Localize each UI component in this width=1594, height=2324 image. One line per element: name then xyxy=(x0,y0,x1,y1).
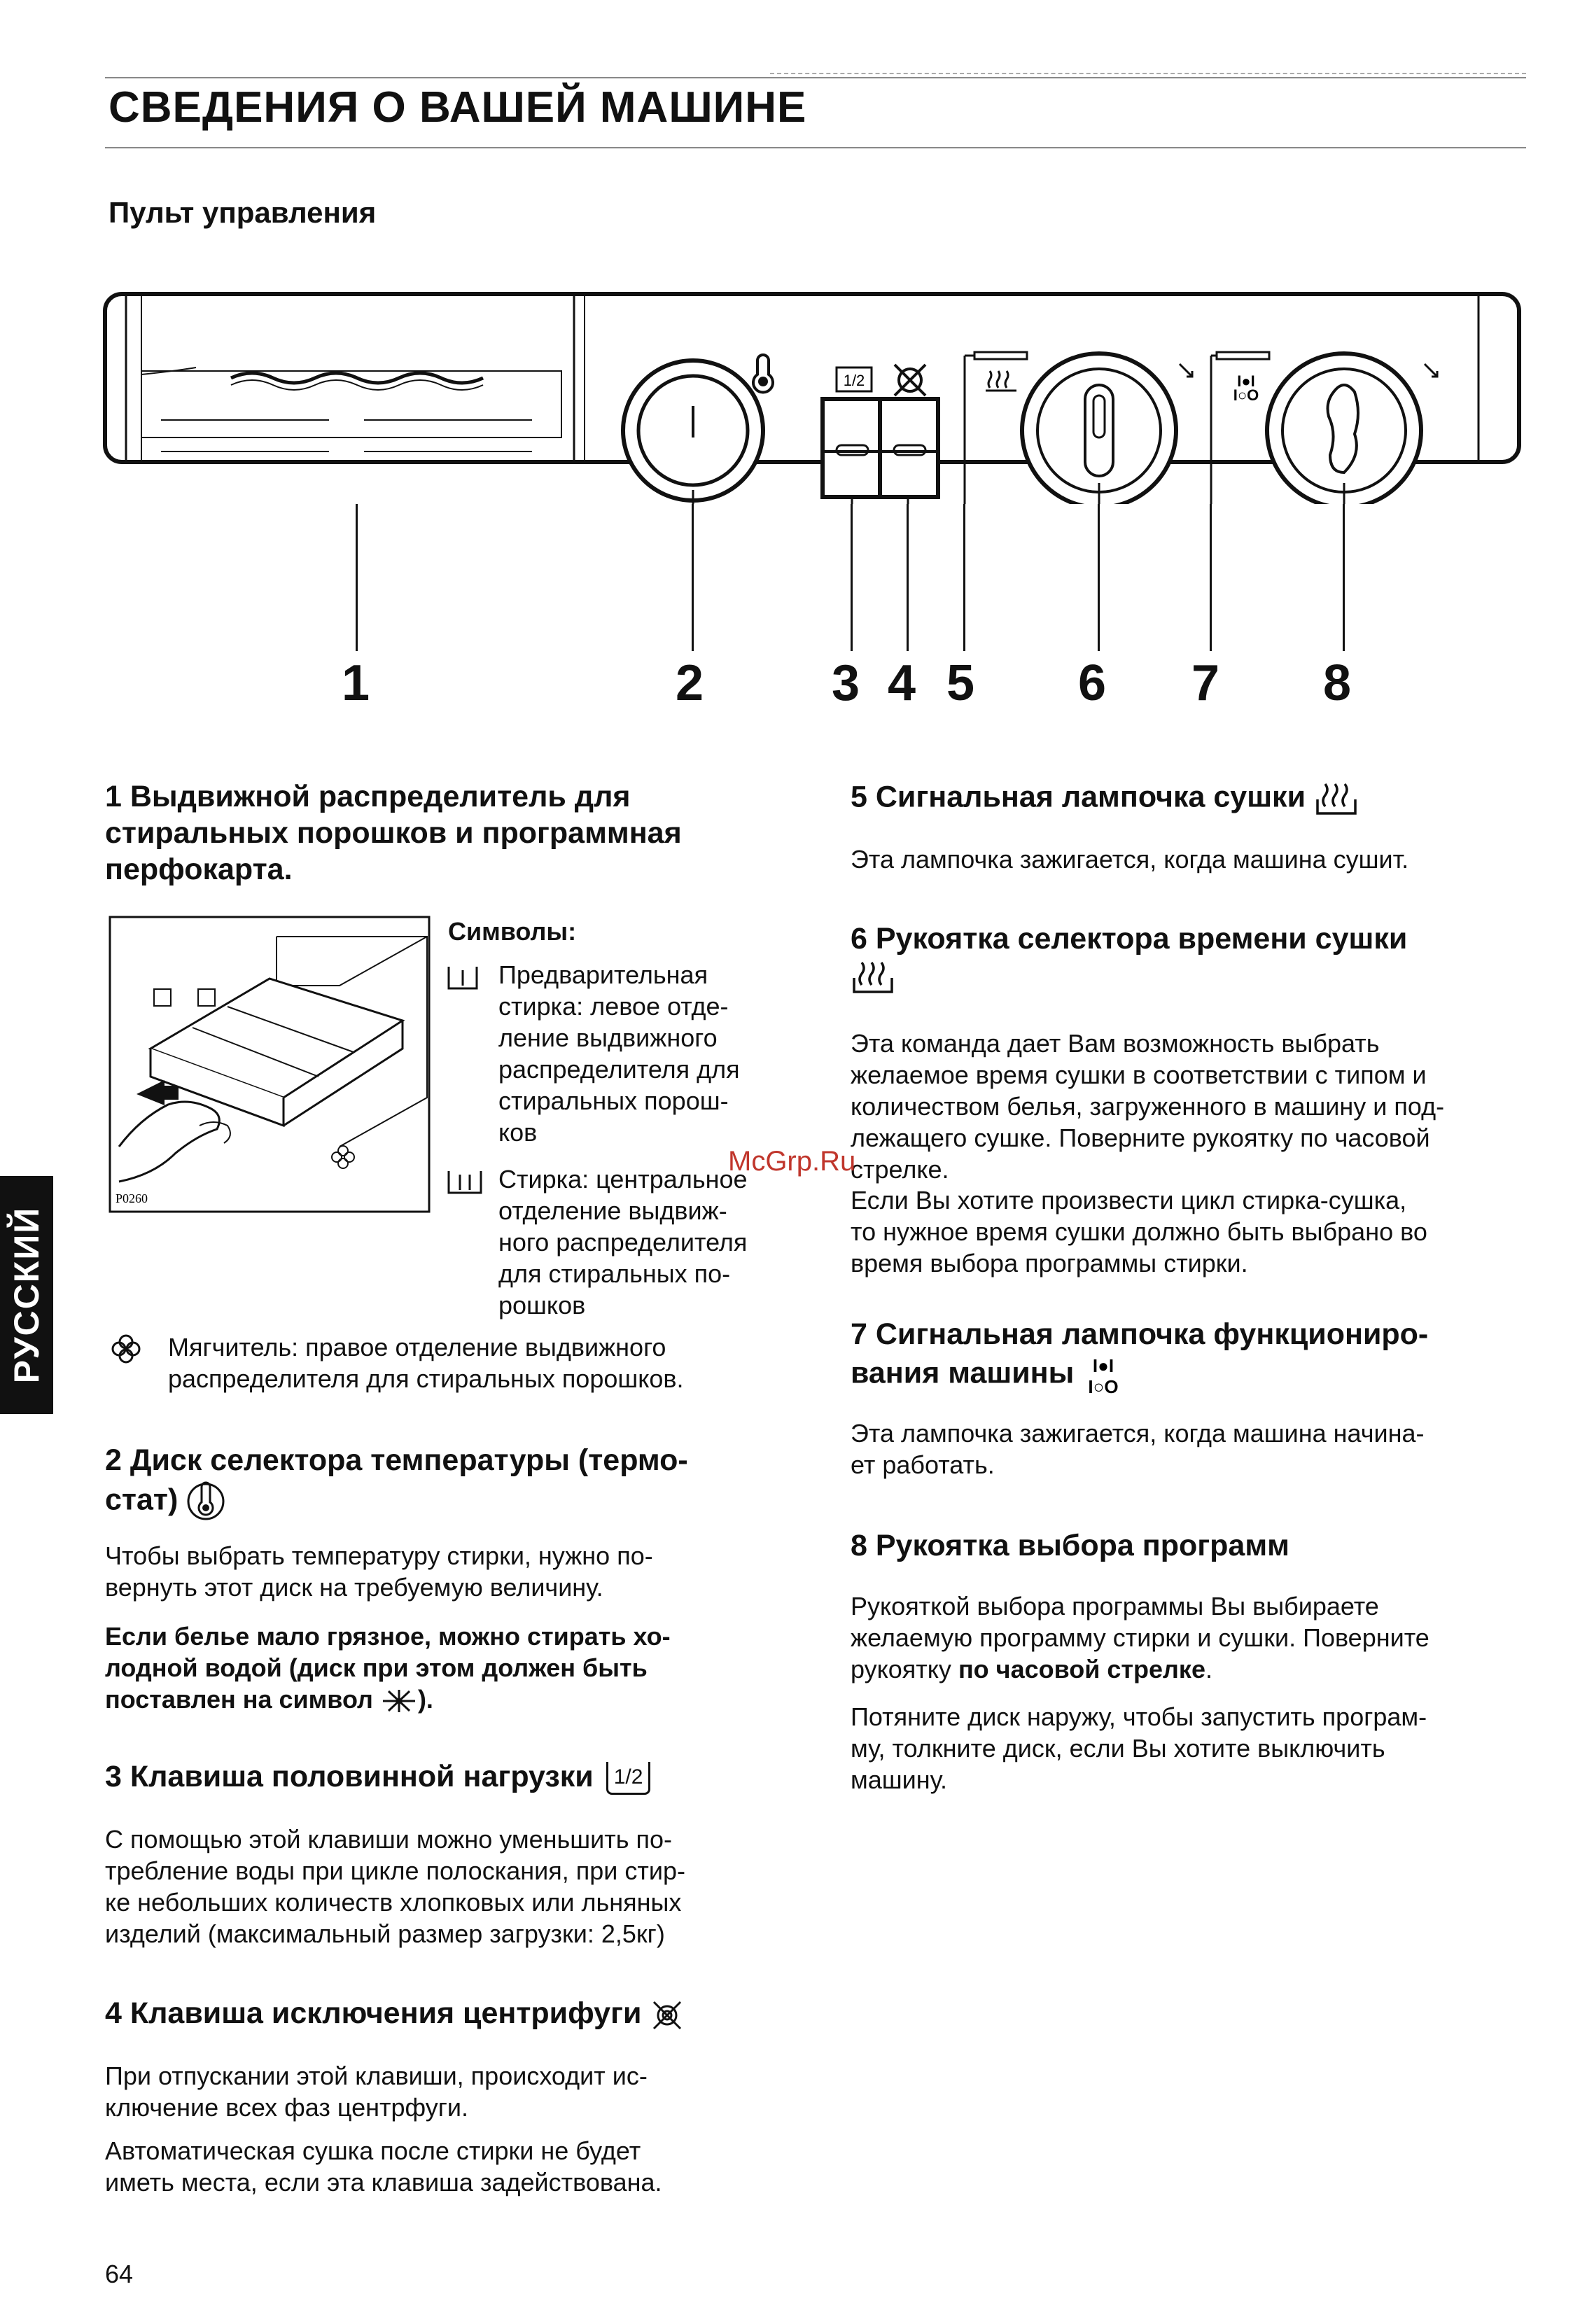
section-8-body-2: Потяните диск наружу, чтобы запустить програм- му, толкните диск, если Вы хотите выключить машину. xyxy=(851,1702,1427,1794)
section-4-heading: 4 Клавиша исключения центрифуги xyxy=(105,1995,777,2033)
language-tab: РУССКИЙ xyxy=(0,1176,53,1414)
callout-5: 5 xyxy=(946,655,975,711)
svg-text:I●I: I●I xyxy=(1093,1355,1114,1376)
section-4-body-1: При отпускании этой клавиши, происходит ис- ключение всех фаз центрфуги. xyxy=(105,2062,648,2122)
callout-7: 7 xyxy=(1191,655,1220,711)
prewash-text: Предварительная стирка: левое отде- ление выдвижного распределителя для стиральных порош- ков xyxy=(498,960,740,1147)
section-8-heading: 8 Рукоятка выбора программ xyxy=(851,1529,1289,1562)
section-6-body-1: Эта команда дает Вам возможность выбрать желаемое время сушки в соответствии с типом и количеством белья, загруженного в машину и под- лежащего сушке. Поверните рукоятку по часовой стрелке. xyxy=(851,1029,1445,1184)
control-panel-diagram xyxy=(98,280,1533,504)
wash-icon xyxy=(447,1169,483,1196)
wash-text: Стирка: центральное отделение выдвиж- ного распределителя для стиральных по- рошков xyxy=(498,1165,748,1320)
section-7-heading: 7 Сигнальная лампочка функциониро- вания машины I●I I○O xyxy=(851,1317,1429,1397)
page-title: СВЕДЕНИЯ О ВАШЕЙ МАШИНЕ xyxy=(109,83,807,132)
dispenser-drawer-illustration xyxy=(109,916,431,1213)
figure-code: P0260 xyxy=(116,1191,148,1205)
svg-text:I○O: I○O xyxy=(1088,1376,1119,1397)
section-1-heading: 1 Выдвижной распределитель для стиральных порошков и программная перфокарта. xyxy=(105,780,682,886)
leader-line xyxy=(1343,504,1345,651)
drying-timer-icon xyxy=(851,957,895,997)
watermark: McGrp.Ru xyxy=(728,1146,856,1177)
callout-4: 4 xyxy=(888,655,916,711)
thermometer-icon xyxy=(186,1478,225,1525)
prewash-icon xyxy=(447,965,479,991)
leader-line xyxy=(907,504,909,651)
callout-2: 2 xyxy=(676,655,704,711)
drying-icon xyxy=(1314,778,1359,819)
cold-water-symbol-icon xyxy=(380,1687,418,1715)
no-spin-icon xyxy=(650,1998,685,2033)
section-6-heading: 6 Рукоятка селектора времени сушки xyxy=(851,920,1523,1006)
callout-6: 6 xyxy=(1078,655,1107,711)
softener-text: Мягчитель: правое отделение выдвижного распределителя для стиральных порошков. xyxy=(168,1333,684,1393)
section-5-heading: 5 Сигнальная лампочка сушки xyxy=(851,778,1523,819)
section-2-body: Чтобы выбрать температуру стирки, нужно по- вернуть этот диск на требуемую величину. xyxy=(105,1541,653,1602)
section-3-heading: 3 Клавиша половинной нагрузки 1/2 xyxy=(105,1758,777,1795)
title-underline xyxy=(105,147,1526,148)
operation-lamp-icon xyxy=(1082,1352,1124,1397)
half-load-icon: 1/2 xyxy=(606,1762,651,1795)
symbols-label: Символы: xyxy=(448,917,577,946)
half-key-label: 1/2 xyxy=(843,372,865,389)
leader-line xyxy=(356,504,358,651)
page-number: 64 xyxy=(105,2260,134,2288)
softener-icon xyxy=(111,1334,141,1364)
callout-3: 3 xyxy=(832,655,860,711)
svg-text:I○O: I○O xyxy=(1233,386,1259,404)
panel-subtitle: Пульт управления xyxy=(109,196,377,229)
section-8-body-1: Рукояткой выбора программы Вы выбираете желаемую программу стирки и сушки. Поверните рукоятку по часовой стрелке. xyxy=(851,1592,1429,1684)
leader-line xyxy=(1210,504,1212,651)
leader-line xyxy=(1098,504,1100,651)
section-7-body: Эта лампочка зажигается, когда машина начина- ет работать. xyxy=(851,1419,1425,1479)
svg-text:I●I: I●I xyxy=(1237,372,1255,390)
section-4-body-2: Автоматическая сушка после стирки не будет иметь места, если эта клавиша задействована. xyxy=(105,2136,662,2197)
top-rule-dashed xyxy=(770,73,1526,74)
callout-8: 8 xyxy=(1323,655,1352,711)
section-6-body-2: Если Вы хотите произвести цикл стирка-сушка, то нужное время сушки должно быть выбрано во время выбора программы стирки. xyxy=(851,1186,1427,1278)
leader-line xyxy=(963,504,965,651)
section-3-body: С помощью этой клавиши можно уменьшить по- требление воды при цикле полоскания, при стир- ке небольших количеств хлопковых или льняных изделий (максимальный размер загрузки: 2,5кг) xyxy=(105,1825,685,1948)
section-2-heading: 2 Диск селектора температуры (термо- стат) xyxy=(105,1442,777,1525)
leader-line xyxy=(851,504,853,651)
section-2-note: Если белье мало грязное, можно стирать хо- лодной водой (диск при этом должен быть поставлен на символ ). xyxy=(105,1620,671,1715)
section-5-body: Эта лампочка зажигается, когда машина сушит. xyxy=(851,845,1409,874)
top-rule xyxy=(105,77,1526,78)
callout-1: 1 xyxy=(342,655,370,711)
leader-line xyxy=(692,504,694,651)
